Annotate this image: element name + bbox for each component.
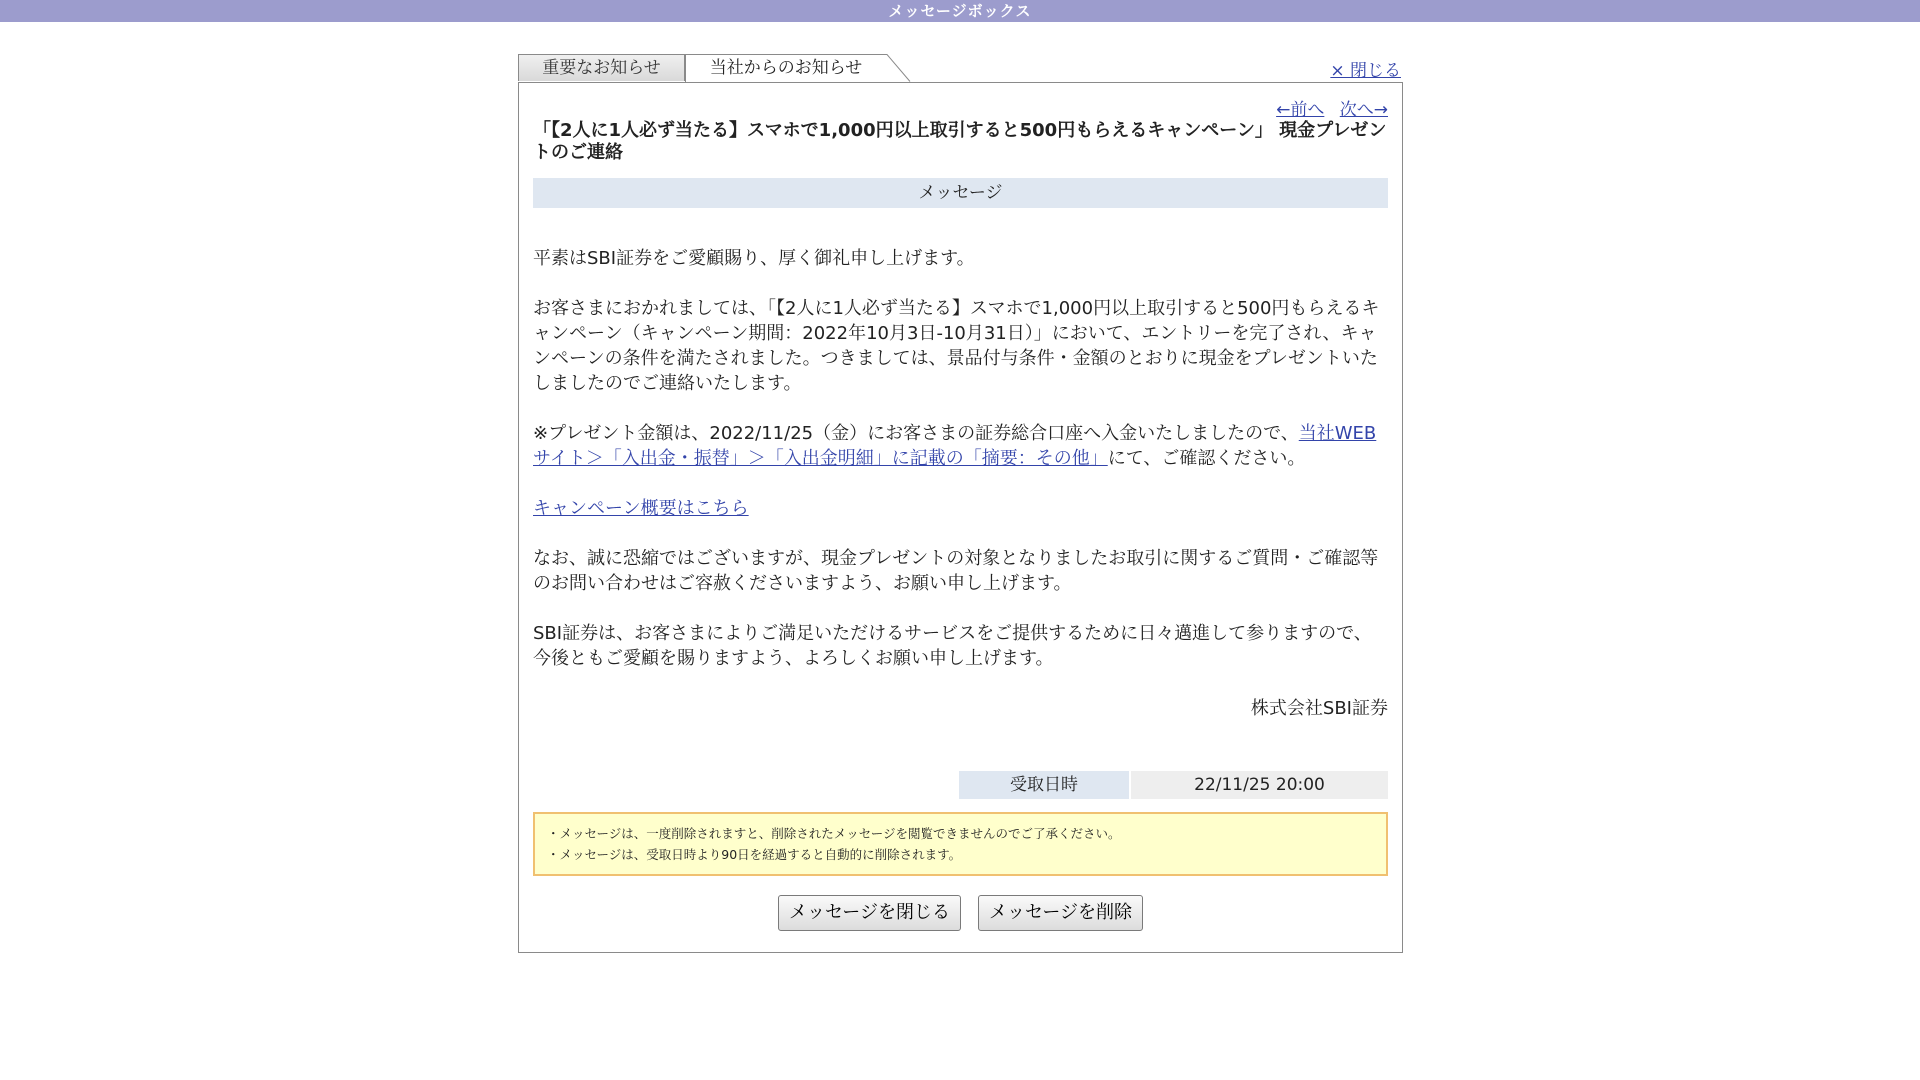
received-datetime-row — [533, 771, 1388, 799]
message-subject: 「【2人に1人必ず当たる】スマホで1,000円以上取引すると500円もらえるキャンペーン」 現金プレゼントのご連絡 — [533, 120, 1387, 163]
close-link[interactable]: × 閉じる — [1330, 61, 1401, 81]
tab-company-notices[interactable]: 当社からのお知らせ — [685, 54, 886, 82]
body-paragraph-campaign-link — [533, 496, 1388, 521]
campaign-overview-link[interactable]: キャンペーン概要はこちら — [533, 498, 749, 519]
deposit-tail-text: にて、ご確認ください。 — [1107, 448, 1306, 469]
message-panel — [518, 82, 1403, 953]
notice-item: ・メッセージは、受取日時より90日を経過すると自動的に削除されます。 — [547, 847, 962, 862]
received-label: 受取日時 — [959, 771, 1129, 799]
tab-important-notices[interactable]: 重要なお知らせ — [518, 54, 685, 81]
body-paragraph-deposit — [533, 421, 1388, 471]
body-paragraph-inquiry: なお、誠に恐縮ではございますが、現金プレゼントの対象となりましたお取引に関するご質問・ご確認等のお問い合わせはご容赦くださいますよう、お願い申し上げます。 — [533, 548, 1379, 594]
next-link[interactable]: 次へ→ — [1339, 100, 1388, 120]
deposit-text: ※プレゼント金額は、2022/11/25（金）にお客さまの証券総合口座へ入金いたしましたので、 — [533, 423, 1299, 444]
delete-message-button[interactable]: メッセージを削除 — [978, 895, 1143, 931]
message-header: メッセージ — [533, 178, 1388, 208]
message-box — [518, 52, 1403, 953]
received-value: 22/11/25 20:00 — [1131, 771, 1388, 799]
signature: 株式会社SBI証券 — [1250, 698, 1388, 719]
body-paragraph-closing: SBI証券は、お客さまによりご満足いただけるサービスをご提供するために日々邁進して参りますので、今後ともご愛顧を賜りますよう、よろしくお願い申し上げます。 — [533, 623, 1372, 669]
close-message-button[interactable]: メッセージを閉じる — [778, 895, 961, 931]
prev-link[interactable]: ←前へ — [1276, 100, 1325, 120]
action-buttons — [533, 895, 1388, 931]
window-title-bar — [0, 0, 1920, 22]
notice-box — [533, 812, 1388, 876]
body-paragraph-campaign: お客さまにおかれましては、「【2人に1人必ず当たる】スマホで1,000円以上取引すると500円もらえるキャンペーン（キャンペーン期間：2022年10月3日-10月31日）」において、エントリーを完了され、キャンペーンの条件を満たされました。つきましては、景品付与条件・金額のとおりに現金をプレゼントいたしましたのでご連絡いたします。 — [533, 298, 1380, 394]
message-navigation — [533, 95, 1388, 120]
message-body — [533, 246, 1388, 721]
deposit-details-link[interactable]: 当社WEBサイト＞「入出金・振替」＞「入出金明細」に記載の「摘要：その他」 — [533, 423, 1377, 469]
tab-corner-decoration — [885, 54, 911, 82]
window-title: メッセージボックス — [888, 2, 1032, 20]
tab-bar — [518, 52, 1403, 82]
body-paragraph-greeting: 平素はSBI証券をご愛顧賜り、厚く御礼申し上げます。 — [533, 248, 975, 269]
notice-item: ・メッセージは、一度削除されますと、削除されたメッセージを閲覧できませんのでご了承ください。 — [547, 826, 1121, 841]
